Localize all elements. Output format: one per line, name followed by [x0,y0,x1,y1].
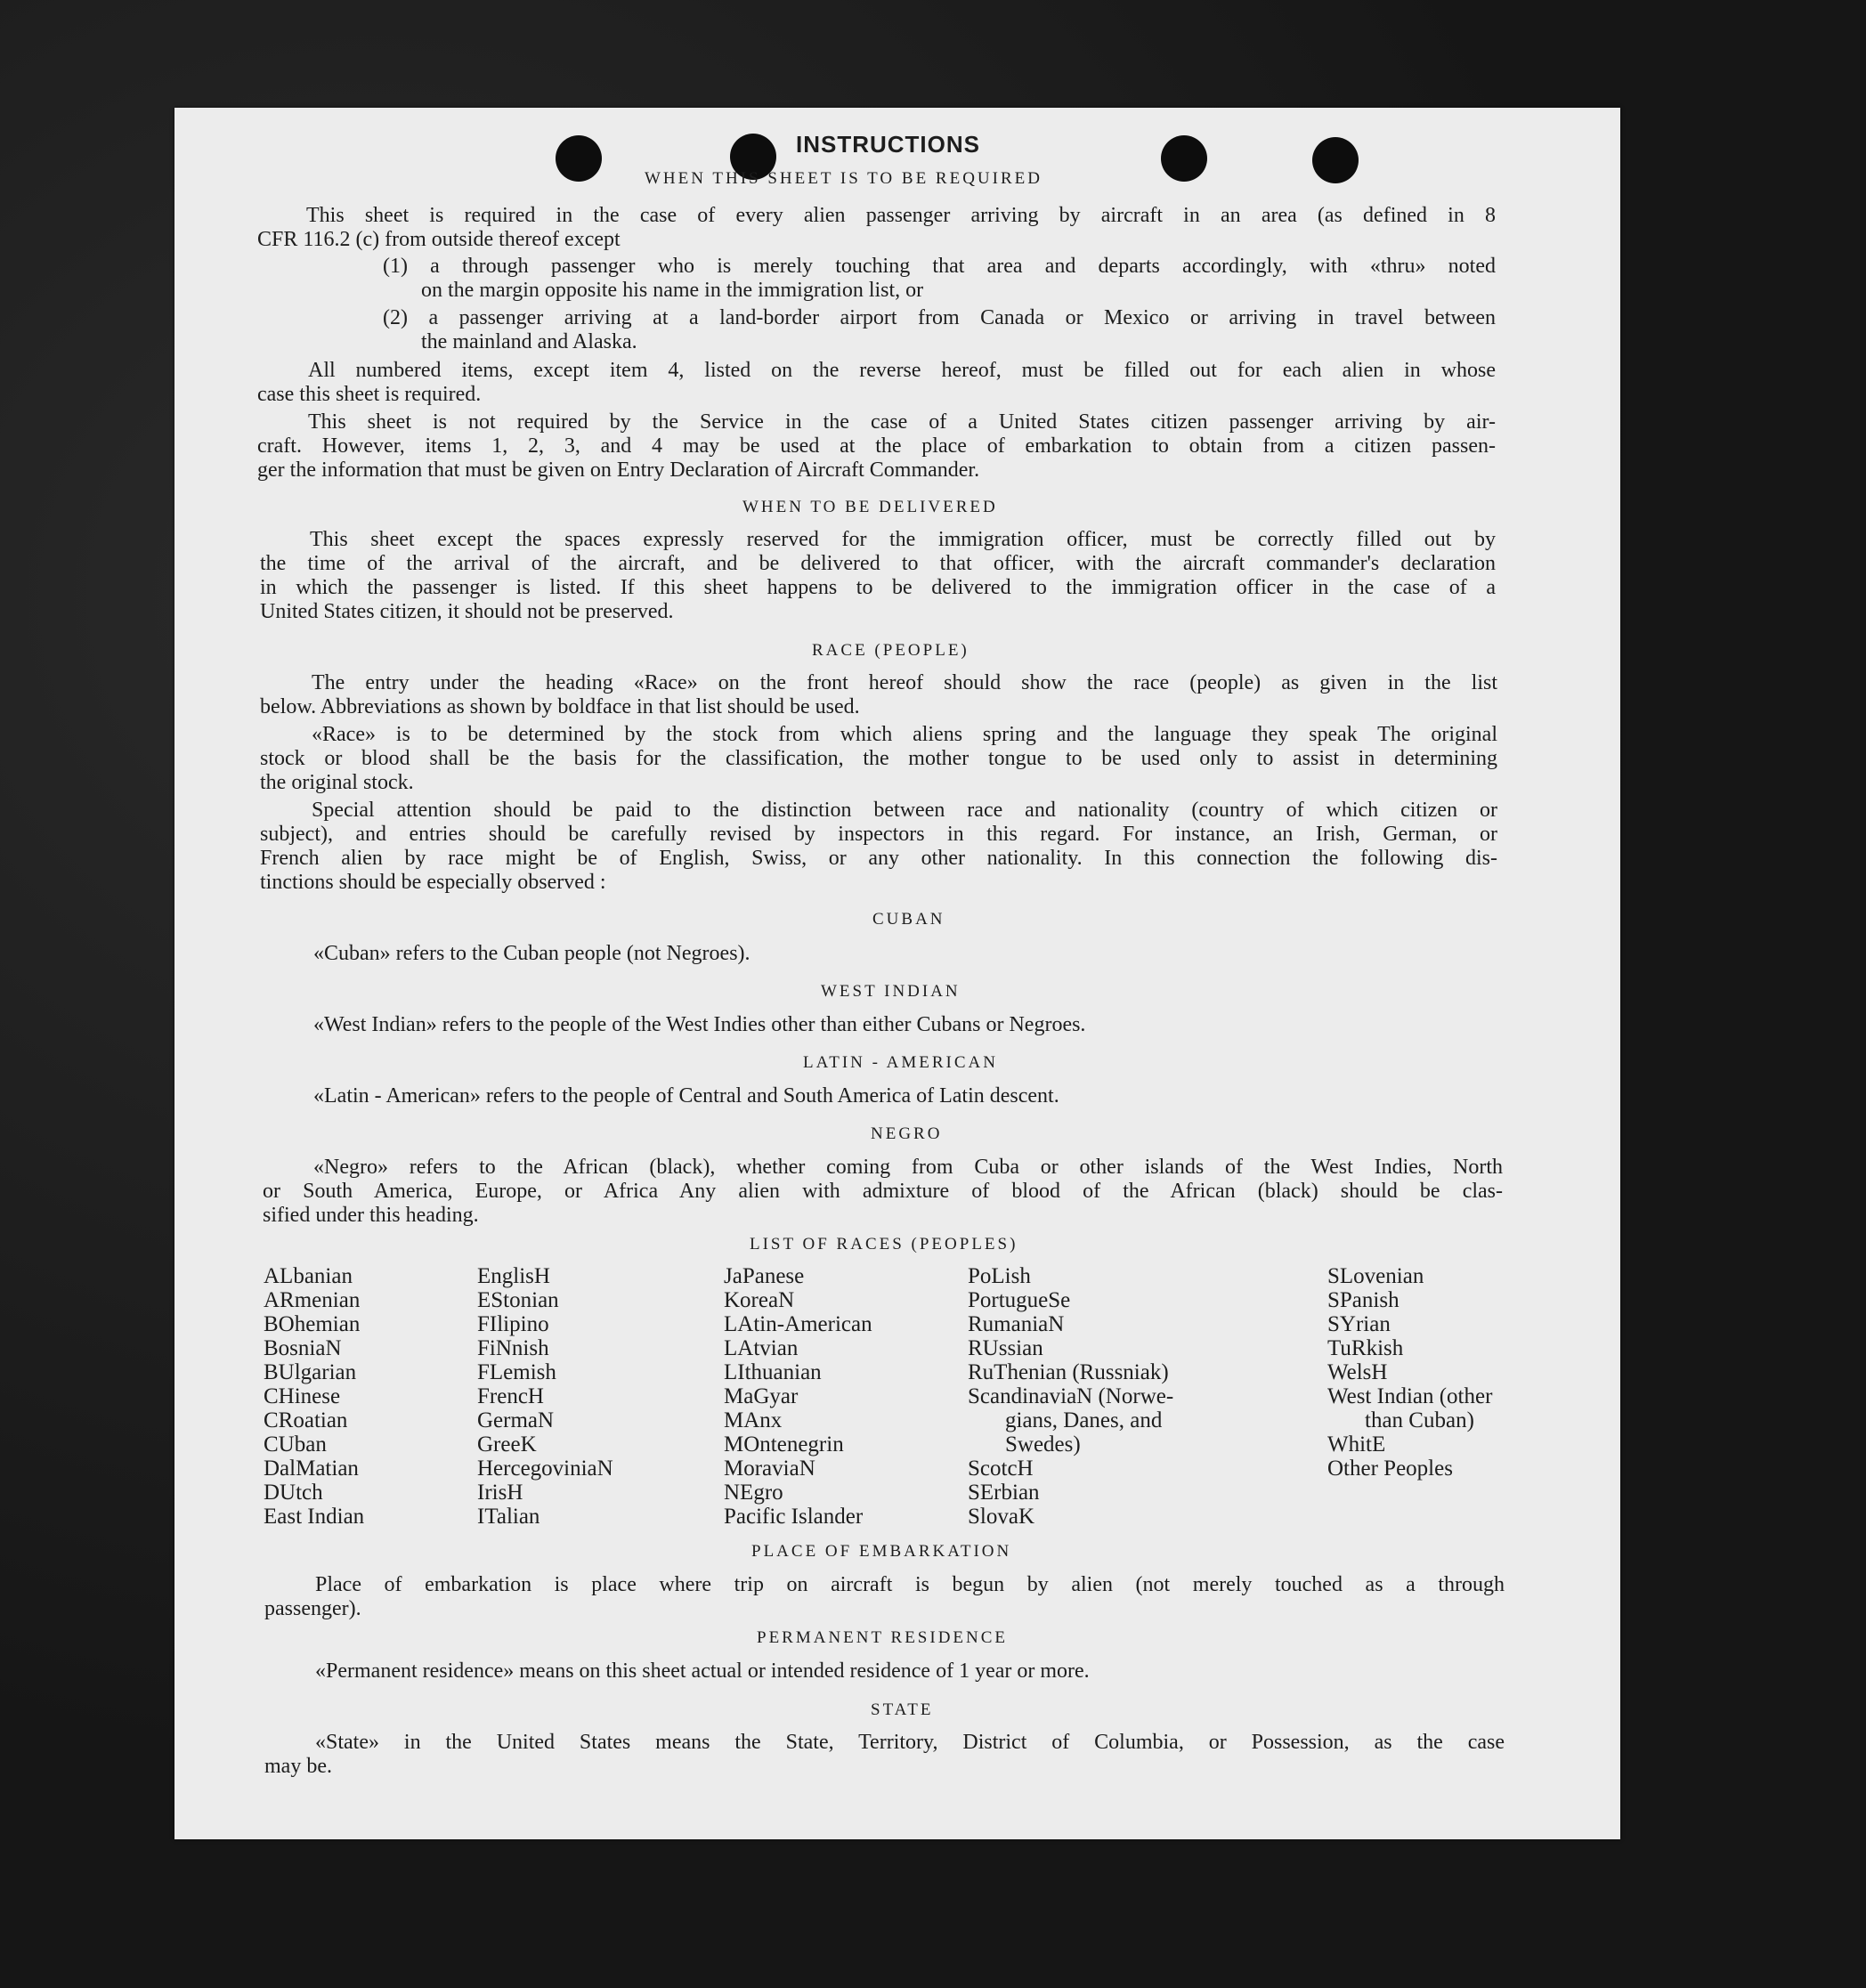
race-item: DalMatian [264,1457,359,1481]
race-item: RumaniaN [968,1312,1065,1336]
text-line: «Race» is to be determined by the stock from which aliens spring and the language they speak The original [312,723,1497,746]
race-item: TuRkish [1327,1336,1404,1360]
text-line: The entry under the heading «Race» on the front hereof should show the race (people) as given in the list [312,671,1497,694]
race-item: CRoatian [264,1408,348,1432]
race-item: BOhemian [264,1312,361,1336]
race-item: SlovaK [968,1505,1034,1529]
text-line: or South America, Europe, or Africa Any alien with admixture of blood of the African (black) should be clas- [263,1180,1503,1203]
race-item: DUtch [264,1481,323,1505]
text-line: ger the information that must be given on Entry Declaration of Aircraft Commander. [257,458,980,482]
race-item: West Indian (other [1327,1384,1493,1408]
race-item: ITalian [477,1505,540,1529]
race-item: MOntenegrin [724,1432,844,1457]
text-line: United States citizen, it should not be preserved. [260,600,674,623]
race-list-column [968,1264,1173,1529]
race-item: than Cuban) [1365,1408,1474,1432]
race-item: MoraviaN [724,1457,815,1481]
race-list-column [264,1264,364,1529]
text-line: (2) a passenger arriving at a land-border airport from Canada or Mexico or arriving in travel between [383,306,1496,329]
race-item: SPanish [1327,1288,1400,1312]
text-line: «Negro» refers to the African (black), whether coming from Cuba or other islands of the West Indies, North [313,1156,1503,1179]
race-item: Swedes) [1005,1432,1081,1457]
race-item: LAtin-American [724,1312,872,1336]
race-item: ScotcH [968,1457,1034,1481]
race-item: BUlgarian [264,1360,357,1384]
page-title: INSTRUCTIONS [796,131,980,158]
text-line: passenger). [264,1597,361,1620]
punch-hole [1312,137,1359,183]
text-line: This sheet is not required by the Service in the case of a United States citizen passenger arriving by air- [308,410,1496,434]
race-item: JaPanese [724,1264,805,1288]
text-line: may be. [264,1755,332,1778]
race-item: LIthuanian [724,1360,822,1384]
race-list-column [724,1264,872,1529]
section-heading: WHEN TO BE DELIVERED [742,498,998,516]
text-line: tinctions should be especially observed : [260,871,606,894]
race-list-column [477,1264,613,1529]
race-item: ARmenian [264,1288,361,1312]
text-line: «Cuban» refers to the Cuban people (not Negroes). [313,942,750,965]
text-line: stock or blood shall be the basis for the classification, the mother tongue to be used only to assist in determining [260,747,1497,770]
race-item: WelsH [1327,1360,1388,1384]
race-item: gians, Danes, and [1005,1408,1163,1432]
text-line: subject), and entries should be carefully revised by inspectors in this regard. For instance, an Irish, German, or [260,823,1497,846]
race-item: GreeK [477,1432,537,1457]
race-item: EStonian [477,1288,559,1312]
text-line: «West Indian» refers to the people of the West Indies other than either Cubans or Negroes. [313,1013,1086,1036]
section-heading: STATE [871,1700,934,1719]
race-item: SYrian [1327,1312,1391,1336]
text-line: Special attention should be paid to the distinction between race and nationality (country of which citizen or [312,799,1497,822]
text-line: CFR 116.2 (c) from outside thereof except [257,228,621,251]
text-line: craft. However, items 1, 2, 3, and 4 may be used at the place of embarkation to obtain from a citizen passen- [257,434,1496,458]
race-item: SErbian [968,1481,1040,1505]
section-heading: WHEN THIS SHEET IS TO BE REQUIRED [645,169,1043,188]
race-item: PoLish [968,1264,1031,1288]
instruction-sheet [174,108,1620,1839]
section-heading: LIST OF RACES (PEOPLES) [750,1235,1018,1254]
race-item: East Indian [264,1505,365,1529]
text-line: case this sheet is required. [257,383,482,406]
text-line: sified under this heading. [263,1204,479,1227]
race-item: BosniaN [264,1336,342,1360]
punch-hole [1161,135,1207,182]
race-item: RUssian [968,1336,1043,1360]
text-line: on the margin opposite his name in the immigration list, or [421,279,924,302]
race-item: FIlipino [477,1312,549,1336]
race-item: PortugueSe [968,1288,1071,1312]
text-line: This sheet is required in the case of every alien passenger arriving by aircraft in an area (as defined in 8 [306,204,1496,227]
section-heading: PERMANENT RESIDENCE [757,1628,1009,1647]
race-item: Other Peoples [1327,1457,1453,1481]
race-item: CUban [264,1432,327,1457]
race-item: LAtvian [724,1336,799,1360]
race-item: FrencH [477,1384,544,1408]
race-item: ScandinaviaN (Norwe- [968,1384,1174,1408]
text-line: French alien by race might be of English, Swiss, or any other nationality. In this connection the following dis- [260,847,1497,870]
race-item: Pacific Islander [724,1505,864,1529]
text-line: the mainland and Alaska. [421,330,637,353]
race-item: HercegoviniaN [477,1457,613,1481]
race-item: KoreaN [724,1288,795,1312]
race-item: FiNnish [477,1336,549,1360]
race-item: EnglisH [477,1264,550,1288]
section-heading: CUBAN [872,910,945,929]
race-item: CHinese [264,1384,341,1408]
race-item: WhitE [1327,1432,1386,1457]
race-item: IrisH [477,1481,523,1505]
race-item: MaGyar [724,1384,799,1408]
section-heading: PLACE OF EMBARKATION [751,1542,1012,1561]
text-line: in which the passenger is listed. If this sheet happens to be delivered to the immigration officer in the case of a [260,576,1496,599]
race-item: NEgro [724,1481,783,1505]
text-line: (1) a through passenger who is merely touching that area and departs accordingly, with «thru» noted [383,255,1496,278]
text-line: below. Abbreviations as shown by boldface in that list should be used. [260,695,860,718]
race-item: SLovenian [1327,1264,1424,1288]
race-item: RuThenian (Russniak) [968,1360,1169,1384]
section-heading: NEGRO [871,1124,943,1143]
race-item: GermaN [477,1408,555,1432]
race-item: MAnx [724,1408,783,1432]
race-item: ALbanian [264,1264,353,1288]
text-line: the time of the arrival of the aircraft, and be delivered to that officer, with the aircraft commander's declaration [260,552,1496,575]
text-line: the original stock. [260,771,414,794]
section-heading: WEST INDIAN [821,982,961,1001]
section-heading: LATIN - AMERICAN [803,1053,998,1072]
race-list-column [1327,1264,1492,1481]
punch-hole [556,135,602,182]
text-line: «State» in the United States means the State, Territory, District of Columbia, or Possession, as the case [315,1731,1505,1754]
text-line: «Latin - American» refers to the people of Central and South America of Latin descent. [313,1084,1059,1108]
text-line: Place of embarkation is place where trip on aircraft is begun by alien (not merely touched as a through [315,1573,1505,1596]
section-heading: RACE (PEOPLE) [812,641,970,660]
race-item: FLemish [477,1360,556,1384]
text-line: «Permanent residence» means on this sheet actual or intended residence of 1 year or more. [315,1659,1090,1683]
text-line: This sheet except the spaces expressly reserved for the immigration officer, must be correctly filled out by [310,528,1496,551]
text-line: All numbered items, except item 4, listed on the reverse hereof, must be filled out for each alien in whose [308,359,1496,382]
